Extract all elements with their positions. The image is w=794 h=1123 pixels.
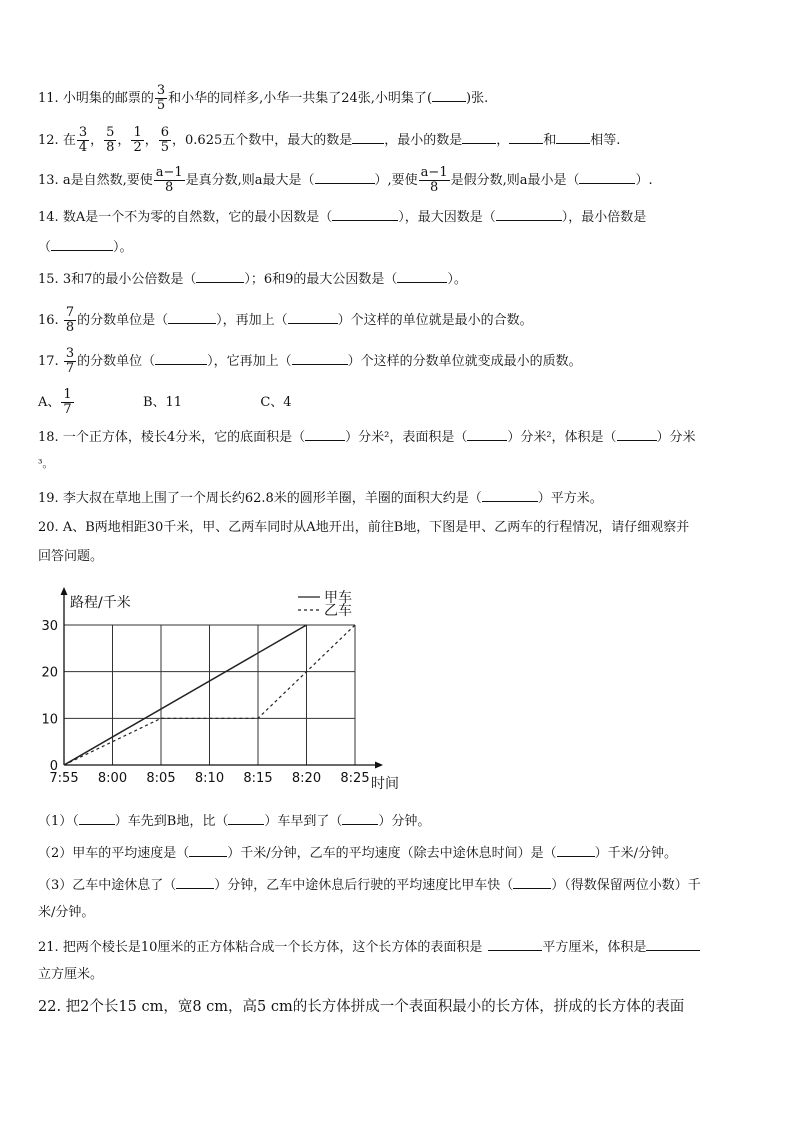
answer-blank[interactable] — [352, 131, 384, 144]
answer-blank[interactable] — [556, 131, 590, 144]
option-c[interactable]: C、4 — [260, 395, 292, 410]
question-14: 14. 数A是一个不为零的自然数，它的最小因数是（ ），最大因数是（ ），最小倍数是 — [38, 210, 647, 225]
x-tick-label: 8:10 — [194, 771, 225, 786]
answer-blank[interactable] — [397, 270, 447, 283]
question-18: 18. 一个正方体，棱长4分米，它的底面积是（ ）分米²，表面积是（ ）分米²，体积是（ ）分米 — [38, 430, 696, 445]
x-tick-label: 8:20 — [291, 771, 322, 786]
question-21: 21. 把两个棱长是10厘米的正方体粘合成一个长方体，这个长方体的表面积是 平方厘米，体积是 — [38, 938, 700, 956]
y-axis-arrow — [61, 587, 68, 595]
y-tick-label: 30 — [41, 619, 58, 634]
question-20: 20. A、B两地相距30千米，甲、乙两车同时从A地开出，前往B地，下图是甲、乙两车的行程情况，请仔细观察并 — [38, 520, 690, 535]
answer-blank[interactable] — [79, 812, 115, 825]
y-axis-label: 路程/千米 — [70, 595, 131, 611]
option-a[interactable]: A、 $\frac{1}{7}$ — [38, 387, 72, 417]
x-tick-label: 8:25 — [340, 771, 370, 786]
answer-blank[interactable] — [488, 938, 542, 951]
answer-blank[interactable] — [617, 428, 657, 441]
question-13: 13. a是自然数,要使 $\frac{a-1}{8}$ 是真分数,则a最大是（ ）,要使 $\frac{a-1}{8}$ 是假分数,则a最小是（ ）. — [38, 165, 653, 195]
question-20-2: （2）甲车的平均速度是（ ）千米/分钟，乙车的平均速度（除去中途休息时间）是（ ）千米/分钟。 — [38, 846, 678, 861]
question-15: 15. 3和7的最小公倍数是（ ）；6和9的最大公因数是（ ）。 — [38, 272, 467, 287]
answer-blank[interactable] — [196, 270, 244, 283]
answer-blank[interactable] — [51, 238, 113, 251]
x-tick-label: 8:00 — [97, 771, 128, 786]
series-line-jiache — [64, 625, 307, 765]
x-axis-label: 时间 — [371, 776, 399, 792]
answer-blank[interactable] — [467, 428, 507, 441]
chart-labels — [41, 590, 399, 792]
y-tick-label: 0 — [49, 759, 58, 774]
answer-blank[interactable] — [342, 812, 378, 825]
answer-blank[interactable] — [509, 131, 543, 144]
question-20-cont: 回答问题。 — [38, 549, 104, 564]
question-14-cont: （ ）。 — [38, 240, 133, 255]
question-17: 17. $\frac{3}{7}$ 的分数单位（ ），它再加上（ ）个这样的分数单位就变成最小的质数。 — [38, 346, 582, 376]
legend-label: 甲车 — [324, 590, 352, 606]
question-20-1: （1）（ ）车先到B地，比（ ）车早到了（ ）分钟。 — [38, 814, 431, 829]
x-tick-label: 8:15 — [243, 771, 273, 786]
question-21-cont: 立方厘米。 — [38, 967, 104, 982]
option-b[interactable]: B、11 — [142, 395, 183, 410]
question-18-cont: ³。 — [38, 457, 54, 470]
answer-blank[interactable] — [646, 938, 700, 951]
answer-blank[interactable] — [432, 89, 466, 102]
answer-blank[interactable] — [305, 428, 345, 441]
distance-time-chart — [30, 585, 410, 795]
answer-blank[interactable] — [557, 844, 595, 857]
question-19: 19. 李大叔在草地上围了一个周长约62.8米的圆形羊圈，羊圈的面积大约是（ ）平方米。 — [38, 491, 603, 506]
x-tick-label: 8:05 — [146, 771, 176, 786]
answer-blank[interactable] — [292, 352, 348, 365]
y-tick-label: 10 — [41, 712, 58, 728]
question-12: 12. 在 $\frac{3}{4}$ ， $\frac{5}{8}$ ， $\frac{1}{2}$ ， $\frac{6}{5}$ ，0.625五个数中，最大的数是 ，最小的数是 ， 和 相等. — [38, 125, 621, 155]
answer-blank[interactable] — [168, 311, 216, 324]
question-17-options — [38, 388, 292, 417]
question-22: 22. 把2个长15 cm，宽8 cm，高5 cm的长方体拼成一个表面积最小的长方体，拼成的长方体的表面 — [38, 999, 685, 1015]
answer-blank[interactable] — [189, 844, 227, 857]
answer-blank[interactable] — [513, 876, 551, 889]
x-axis-arrow — [375, 762, 383, 769]
answer-blank[interactable] — [155, 352, 207, 365]
legend-label: 乙车 — [324, 603, 352, 619]
answer-blank[interactable] — [496, 208, 562, 221]
answer-blank[interactable] — [462, 131, 496, 144]
question-11: 11. 小明集的邮票的 $\frac{3}{5}$ 和小华的同样多,小华一共集了24张,小明集了( )张. — [38, 83, 489, 113]
y-tick-label: 20 — [41, 665, 58, 681]
answer-blank[interactable] — [332, 208, 398, 221]
answer-blank[interactable] — [482, 489, 538, 502]
answer-blank[interactable] — [315, 171, 375, 184]
question-20-3: （3）乙车中途休息了（ ）分钟，乙车中途休息后行驶的平均速度比甲车快（ ）（得数保留两位小数）千 — [38, 878, 701, 893]
question-16: 16. $\frac{7}{8}$ 的分数单位是（ ），再加上（ ）个这样的单位就是最小的合数。 — [38, 305, 533, 335]
question-20-3-cont: 米/分钟。 — [38, 905, 95, 920]
answer-blank[interactable] — [228, 812, 264, 825]
answer-blank[interactable] — [288, 311, 338, 324]
answer-blank[interactable] — [579, 171, 635, 184]
x-tick-label: 7:55 — [49, 771, 79, 786]
answer-blank[interactable] — [176, 876, 214, 889]
